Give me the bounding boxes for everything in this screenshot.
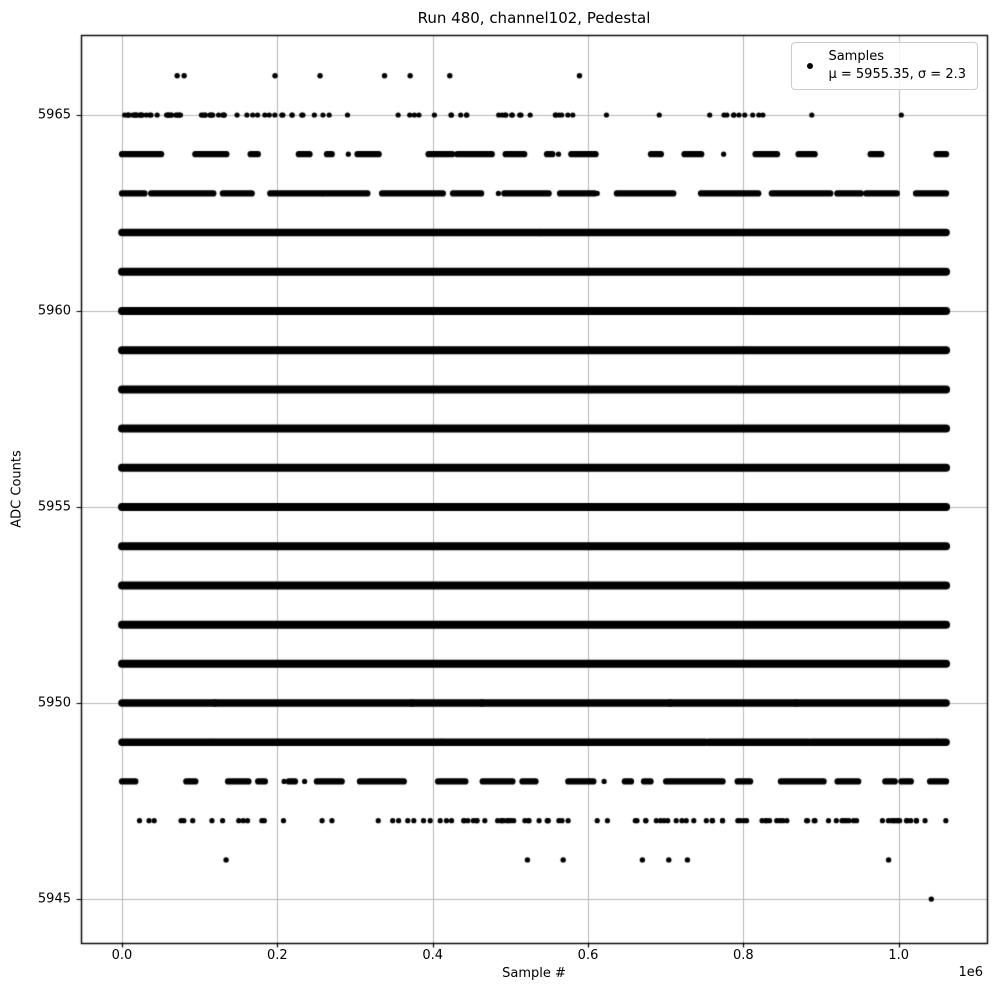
x-tick-label: 1.0 bbox=[888, 948, 910, 963]
x-tick-label: 0.8 bbox=[733, 948, 754, 963]
x-tick-label: 0.4 bbox=[422, 948, 444, 963]
x-tick-label: 0.6 bbox=[577, 948, 599, 963]
y-tick-label: 5955 bbox=[37, 499, 71, 515]
legend-labels bbox=[828, 48, 966, 84]
x-tick-label: 0.0 bbox=[111, 948, 133, 963]
y-axis-label: ADC Counts bbox=[9, 450, 25, 528]
y-tick-label: 5960 bbox=[37, 303, 71, 319]
legend-label-stats: μ = 5955.35, σ = 2.3 bbox=[828, 66, 966, 82]
legend-label-samples: Samples bbox=[828, 49, 884, 64]
x-tick-label: 0.2 bbox=[267, 948, 288, 963]
legend-box bbox=[791, 42, 978, 90]
x-axis-offset-label: 1e6 bbox=[958, 965, 983, 980]
chart-title: Run 480, channel102, Pedestal bbox=[417, 9, 651, 27]
y-tick-label: 5950 bbox=[37, 695, 71, 711]
y-tick-label: 5965 bbox=[37, 107, 71, 123]
y-tick-label: 5945 bbox=[37, 891, 71, 907]
x-axis-label: Sample # bbox=[502, 966, 566, 981]
legend-sample-marker-icon bbox=[807, 63, 813, 69]
